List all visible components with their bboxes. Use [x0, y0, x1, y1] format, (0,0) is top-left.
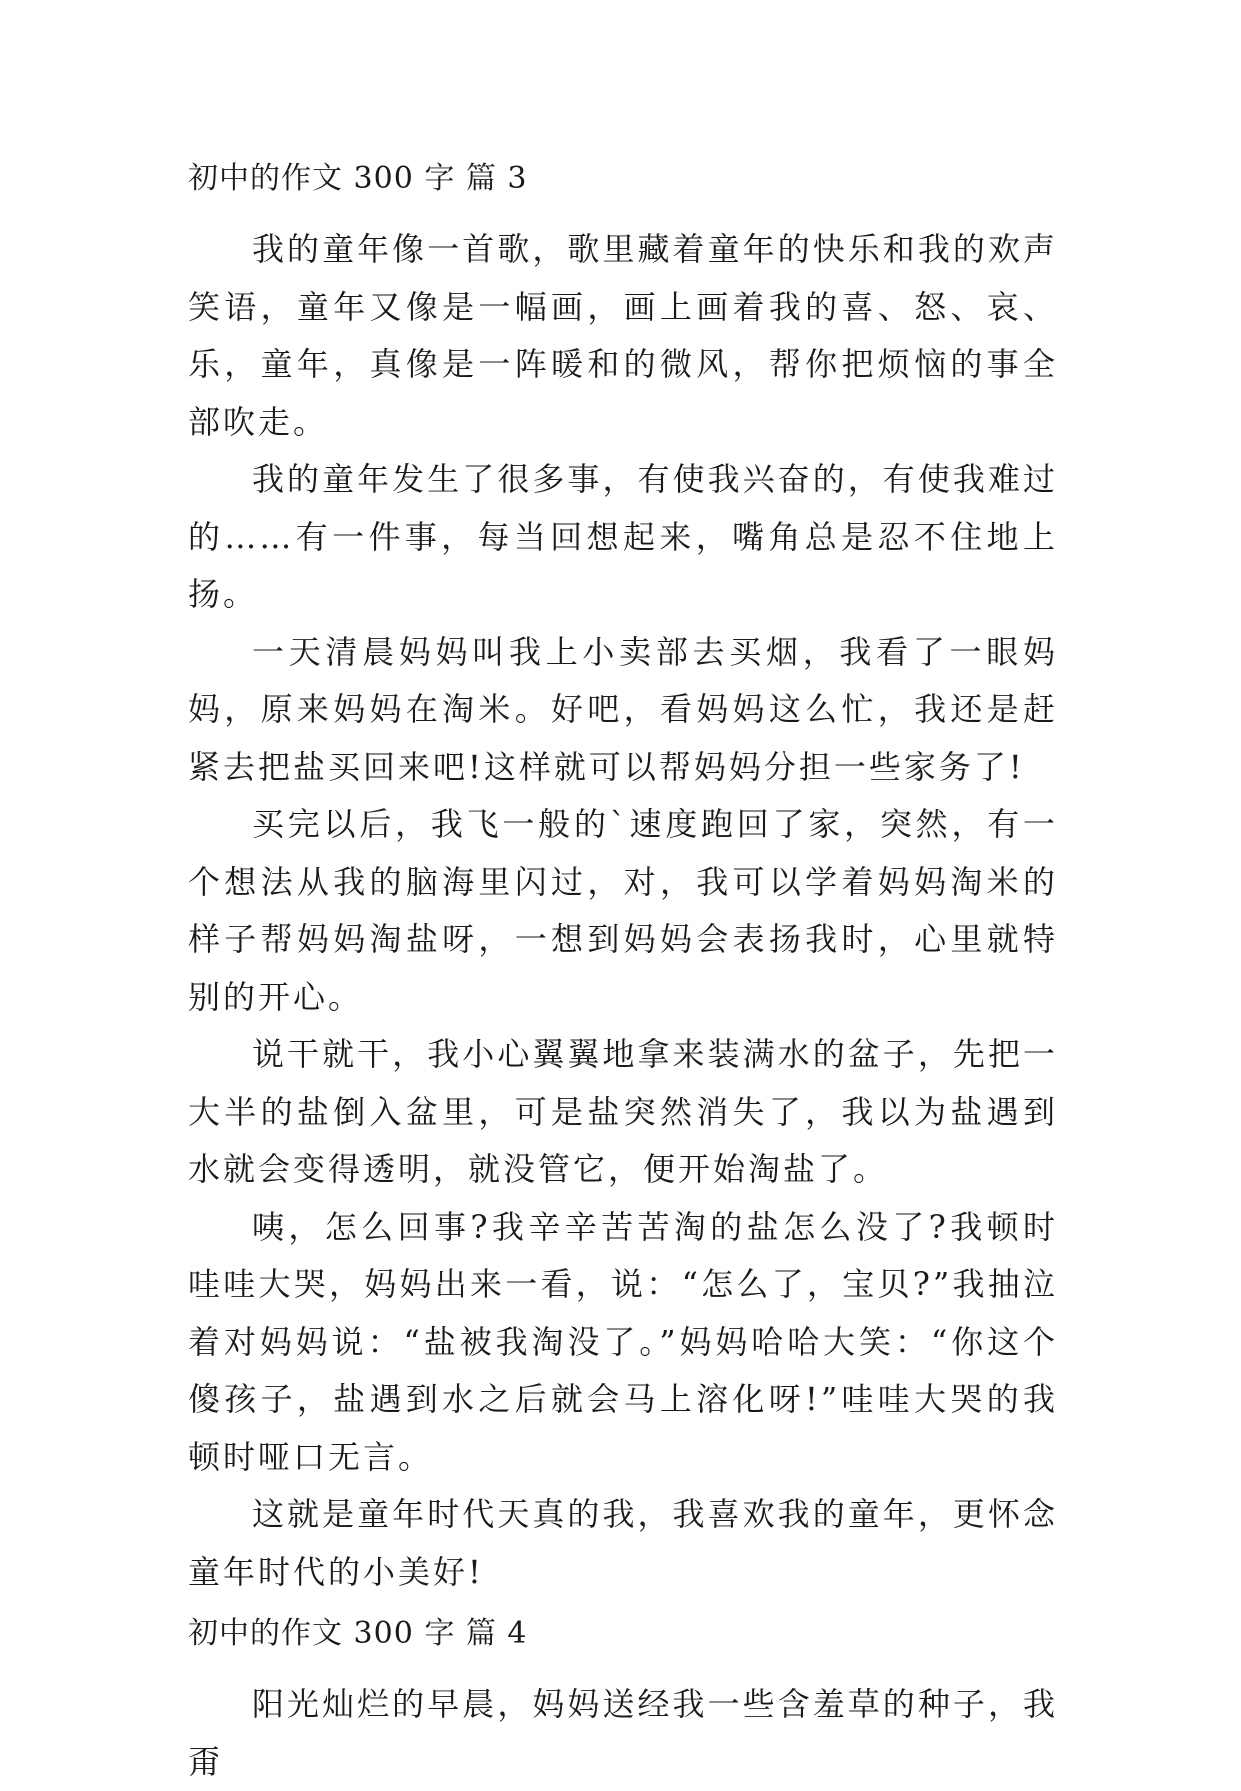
paragraph: 我的童年像一首歌，歌里藏着童年的快乐和我的欢声笑语，童年又像是一幅画，画上画着我的喜、怒、哀、乐，童年，真像是一阵暖和的微风，帮你把烦恼的事全部吹走。: [188, 230, 1058, 441]
paragraph: 咦，怎么回事?我辛辛苦苦淘的盐怎么没了?我顿时哇哇大哭，妈妈出来一看，说：“怎么了，宝贝?”我抽泣着对妈妈说：“盐被我淘没了。”妈妈哈哈大笑：“你这个傻孩子，盐遇到水之后就会马上溶化呀!”哇哇大哭的我顿时哑口无言。: [188, 1207, 1058, 1476]
paragraph: 买完以后，我飞一般的`速度跑回了家，突然，有一个想法从我的脑海里闪过，对，我可以学着妈妈淘米的样子帮妈妈淘盐呀，一想到妈妈会表扬我时，心里就特别的开心。: [188, 805, 1058, 1016]
paragraph: 一天清晨妈妈叫我上小卖部去买烟，我看了一眼妈妈，原来妈妈在淘米。好吧，看妈妈这么忙，我还是赶紧去把盐买回来吧!这样就可以帮妈妈分担一些家务了!: [188, 632, 1058, 786]
section-heading-3: 初中的作文 300 字 篇 3: [188, 161, 528, 196]
section-heading-4: 初中的作文 300 字 篇 4: [188, 1616, 528, 1651]
paragraph: 这就是童年时代天真的我，我喜欢我的童年，更怀念童年时代的小美好!: [188, 1495, 1058, 1591]
document-body: [188, 160, 1058, 1791]
paragraph: 我的童年发生了很多事，有使我兴奋的，有使我难过的……有一件事，每当回想起来，嘴角总是忍不住地上扬。: [188, 460, 1058, 613]
paragraph: 说干就干，我小心翼翼地拿来装满水的盆子，先把一大半的盐倒入盆里，可是盐突然消失了，我以为盐遇到水就会变得透明，就没管它，便开始淘盐了。: [188, 1035, 1058, 1188]
paragraph: 阳光灿烂的早晨，妈妈送经我一些含羞草的种子，我甭: [188, 1685, 1058, 1781]
